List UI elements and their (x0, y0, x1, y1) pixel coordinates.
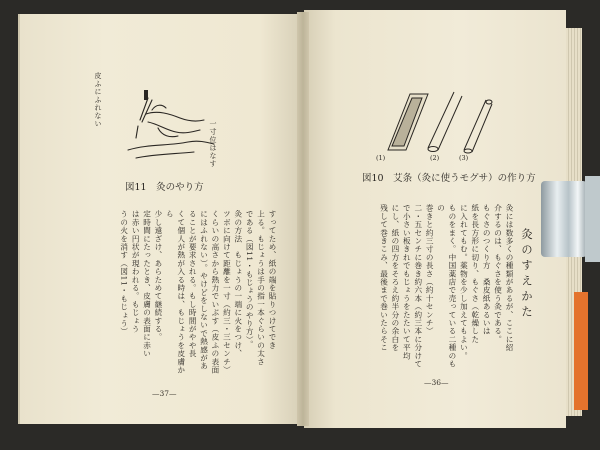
figure-note-distance: 一寸位はなす (209, 120, 217, 168)
text-line: 少し遠ざけ、あらためて継続する。 (153, 210, 163, 342)
text-line: に入れてもむ。薬物を少し加えてもよい。 (459, 204, 469, 360)
right-body-text (337, 204, 515, 376)
text-line: で小さい板きれでもじょうをたたいて平均 (402, 204, 412, 360)
page-number-left: —37— (152, 389, 177, 398)
moxa-hand-illustration (118, 58, 218, 178)
text-line: ツボに向けて距離を一寸（約三・三センチ） (222, 210, 232, 374)
text-line: 灸の方法 もじょうの一端に火をつけ、 (233, 210, 243, 358)
text-line: 二・五センチに巻き約六本（約三本に分けて (413, 204, 423, 368)
text-line: もぐさのつくり方 桑皮紙あるいは (482, 204, 492, 336)
text-line: は赤い円状が現われる。もじょう (131, 210, 141, 333)
text-line: すってため、紙の端を貼りつけてでき (268, 210, 277, 350)
text-line: うの火を消す（図11・もじょう） (119, 210, 129, 336)
figure-label-1: (1) (376, 154, 386, 162)
metal-clip (541, 181, 587, 257)
section-title: 灸のすえかた (520, 228, 534, 321)
text-line: ものをまく。中国薬店で売っている二種のもの (436, 204, 457, 368)
metal-clip-edge (585, 176, 600, 262)
text-line: 巻きと約三寸の長さ（約十センチ） (425, 204, 435, 336)
text-line: くて個人が熱が入る時は、もじょうを皮膚から (165, 210, 186, 374)
text-line: 紙を長方形に切り、もぐさ（乾燥した (470, 204, 480, 344)
text-line: ることが要求される。もし時間がやや長 (188, 210, 198, 358)
text-line: 介するのは、もぐさを使う灸である。 (493, 204, 503, 344)
text-line: くらいの高さから熱力でいぶす（皮ふの表面 (210, 210, 220, 374)
orange-cover-strip (574, 292, 588, 410)
text-line: である（図11・もじょうのやり方）。 (245, 210, 255, 349)
page-number-right: —36— (424, 378, 449, 387)
figure-note: 皮ふにふれない (94, 72, 102, 128)
text-line: 残して巻きこみ、最後まで巻いたらそこ (379, 204, 389, 352)
text-line: にし、紙の四方をそろえ約半分の余白を (390, 204, 400, 352)
book-gutter (297, 12, 309, 426)
text-line: にはふれない）。やけどをしないで熱感があ (199, 210, 209, 371)
figure-label-2: (2) (430, 154, 440, 162)
text-line: 定時間にたったとき、皮膚の表面に赤い (142, 210, 152, 358)
left-body-text (52, 210, 278, 378)
figure-10-caption: 図10 艾条（灸に使うモグサ）の作り方 (362, 173, 536, 184)
text-line: 上る。もじょうは手の指一本ぐらいの太さ (256, 210, 266, 366)
figure-11-caption: 図11 灸のやり方 (125, 182, 204, 193)
figure-label-3: (3) (459, 154, 469, 162)
text-line: 灸には数多くの種類があるが、ここに紹 (505, 204, 514, 352)
